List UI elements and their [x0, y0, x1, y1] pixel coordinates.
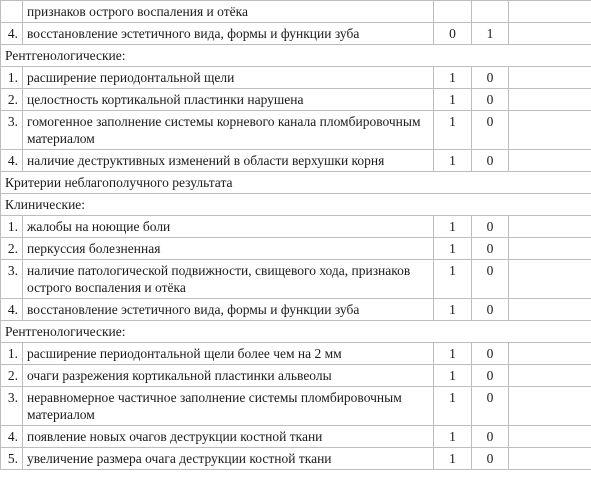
empty-cell — [509, 238, 591, 260]
table-row — [1, 448, 591, 470]
table-row — [1, 260, 591, 299]
table-row — [1, 23, 591, 45]
score-cell-b: 0 — [472, 216, 509, 238]
score-cell-a: 1 — [434, 111, 472, 150]
score-cell-a: 1 — [434, 387, 472, 426]
criterion-text: неравномерное частичное заполнение системы пломбировочным материалом — [23, 387, 434, 426]
score-cell-a: 1 — [434, 448, 472, 470]
empty-cell — [509, 343, 591, 365]
row-number: 3. — [1, 387, 23, 426]
criterion-text: жалобы на ноющие боли — [23, 216, 434, 238]
score-cell-a: 1 — [434, 260, 472, 299]
row-number: 2. — [1, 365, 23, 387]
score-cell-a: 1 — [434, 343, 472, 365]
criterion-text: гомогенное заполнение системы корневого канала пломбировочным материалом — [23, 111, 434, 150]
empty-cell — [509, 448, 591, 470]
table-row — [1, 216, 591, 238]
table-row — [1, 387, 591, 426]
row-number: 3. — [1, 111, 23, 150]
score-cell-b — [472, 1, 509, 23]
section-header: Критерии неблагополучного результата — [1, 172, 591, 194]
score-cell-b: 0 — [472, 365, 509, 387]
table-row — [1, 67, 591, 89]
score-cell-b: 0 — [472, 387, 509, 426]
table-row — [1, 150, 591, 172]
row-number — [1, 1, 23, 23]
empty-cell — [509, 387, 591, 426]
row-number: 3. — [1, 260, 23, 299]
score-cell-b: 0 — [472, 111, 509, 150]
empty-cell — [509, 111, 591, 150]
score-cell-b: 0 — [472, 299, 509, 321]
table-row — [1, 365, 591, 387]
row-number: 4. — [1, 299, 23, 321]
row-number: 1. — [1, 343, 23, 365]
empty-cell — [509, 23, 591, 45]
section-header: Рентгенологические: — [1, 45, 591, 67]
empty-cell — [509, 89, 591, 111]
score-cell-a: 1 — [434, 216, 472, 238]
criterion-text: целостность кортикальной пластинки нарушена — [23, 89, 434, 111]
criterion-text: наличие патологической подвижности, свищевого хода, признаков острого воспаления и отёка — [23, 260, 434, 299]
score-cell-b: 0 — [472, 426, 509, 448]
score-cell-b: 0 — [472, 67, 509, 89]
empty-cell — [509, 299, 591, 321]
row-number: 1. — [1, 67, 23, 89]
score-cell-b: 0 — [472, 89, 509, 111]
criterion-text: расширение периодонтальной щели — [23, 67, 434, 89]
row-number: 2. — [1, 238, 23, 260]
row-number: 5. — [1, 448, 23, 470]
empty-cell — [509, 150, 591, 172]
criterion-text: перкуссия болезненная — [23, 238, 434, 260]
score-cell-a: 1 — [434, 150, 472, 172]
section-header-row — [1, 321, 591, 343]
score-cell-b: 0 — [472, 150, 509, 172]
criterion-text: появление новых очагов деструкции костной ткани — [23, 426, 434, 448]
table-row — [1, 111, 591, 150]
row-number: 2. — [1, 89, 23, 111]
row-number: 4. — [1, 150, 23, 172]
criterion-text: очаги разрежения кортикальной пластинки альвеолы — [23, 365, 434, 387]
criterion-text: наличие деструктивных изменений в области верхушки корня — [23, 150, 434, 172]
row-number: 4. — [1, 426, 23, 448]
table-row — [1, 89, 591, 111]
table-row — [1, 1, 591, 23]
criterion-text: восстановление эстетичного вида, формы и функции зуба — [23, 299, 434, 321]
section-header: Клинические: — [1, 194, 591, 216]
score-cell-a: 1 — [434, 426, 472, 448]
empty-cell — [509, 260, 591, 299]
score-cell-b: 0 — [472, 260, 509, 299]
table-row — [1, 343, 591, 365]
score-cell-b: 1 — [472, 23, 509, 45]
score-cell-b: 0 — [472, 238, 509, 260]
score-cell-a: 1 — [434, 89, 472, 111]
score-cell-a: 1 — [434, 67, 472, 89]
criterion-text: признаков острого воспаления и отёка — [23, 1, 434, 23]
score-cell-a: 1 — [434, 365, 472, 387]
section-header: Рентгенологические: — [1, 321, 591, 343]
score-cell-a — [434, 1, 472, 23]
row-number: 1. — [1, 216, 23, 238]
criteria-table-body — [1, 1, 591, 470]
score-cell-a: 1 — [434, 299, 472, 321]
score-cell-a: 0 — [434, 23, 472, 45]
table-row — [1, 238, 591, 260]
score-cell-b: 0 — [472, 448, 509, 470]
criterion-text: расширение периодонтальной щели более чем на 2 мм — [23, 343, 434, 365]
empty-cell — [509, 426, 591, 448]
table-row — [1, 426, 591, 448]
empty-cell — [509, 1, 591, 23]
section-header-row — [1, 172, 591, 194]
score-cell-b: 0 — [472, 343, 509, 365]
empty-cell — [509, 365, 591, 387]
criterion-text: увеличение размера очага деструкции костной ткани — [23, 448, 434, 470]
section-header-row — [1, 45, 591, 67]
criterion-text: восстановление эстетичного вида, формы и функции зуба — [23, 23, 434, 45]
score-cell-a: 1 — [434, 238, 472, 260]
row-number: 4. — [1, 23, 23, 45]
empty-cell — [509, 67, 591, 89]
empty-cell — [509, 216, 591, 238]
table-row — [1, 299, 591, 321]
section-header-row — [1, 194, 591, 216]
